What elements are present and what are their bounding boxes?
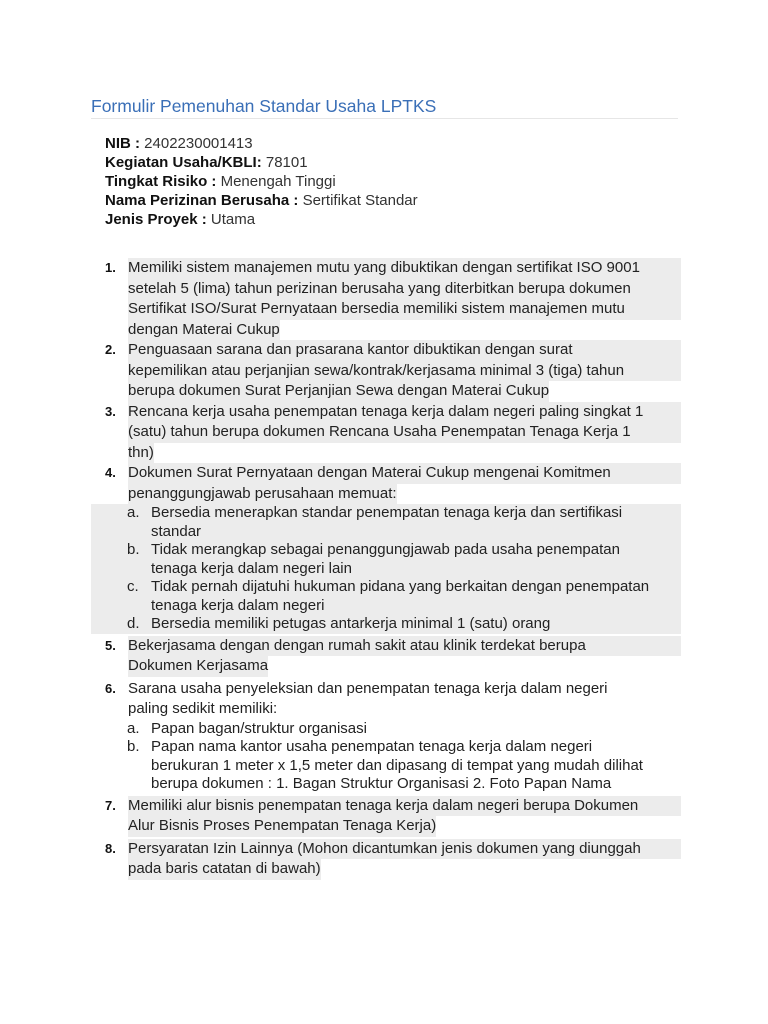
sub-item [91,738,681,794]
item-line: Memiliki sistem manajemen mutu yang dibuktikan dengan sertifikat ISO 9001 [128,258,681,279]
item-line: Sertifikat ISO/Surat Pernyataan bersedia memiliki sistem manajemen mutu [128,299,681,320]
item-line: Dokumen Kerjasama [128,656,268,677]
sub-item-line: berukuran 1 meter x 1,5 meter dan dipasang di tempat yang mudah dilihat [151,756,643,774]
item-line: Memiliki alur bisnis penempatan tenaga kerja dalam negeri berupa Dokumen [128,796,681,817]
sub-item-line: tenaga kerja dalam negeri lain [151,559,352,577]
risk-label: Tingkat Risiko : [105,173,217,190]
item-line: Rencana kerja usaha penempatan tenaga kerja dalam negeri paling singkat 1 [128,402,681,423]
list-item [91,636,681,677]
permit-label: Nama Perizinan Berusaha : [105,192,299,209]
item-line: Alur Bisnis Proses Penempatan Tenaga Kerja) [128,816,436,837]
sub-item-line: Papan nama kantor usaha penempatan tenaga kerja dalam negeri [151,738,593,755]
kbli-row [105,153,665,172]
sub-item-line: standar [151,522,202,540]
sub-item [91,578,681,615]
item-number: 7. [105,797,116,813]
project-label: Jenis Proyek : [105,211,207,228]
sub-item-line: tenaga kerja dalam negeri [151,596,325,614]
item-line: Sarana usaha penyeleksian dan penempatan tenaga kerja dalam negeri [128,679,608,697]
risk-row [105,172,665,191]
sub-item [91,541,681,578]
list-item [91,463,681,504]
item-number: 4. [105,465,116,480]
item-line: (satu) tahun berupa dokumen Rencana Usaha Penempatan Tenaga Kerja 1 [128,422,681,443]
title-divider [91,118,678,119]
item-line: thn) [128,443,154,464]
item-number: 3. [105,403,116,419]
item-line: paling sedikit memiliki: [128,700,278,717]
requirements-list [91,258,681,880]
business-info [105,134,665,229]
risk-value: Menengah Tinggi [220,173,336,190]
item-line: pada baris catatan di bawah) [128,859,321,880]
list-item [91,839,681,880]
item-line: Persyaratan Izin Lainnya (Mohon dicantumkan jenis dokumen yang diunggah [128,839,681,860]
item-number: 6. [105,680,116,696]
sub-item-line: Papan bagan/struktur organisasi [151,719,367,737]
list-item [91,796,681,837]
item-line: penanggungjawab perusahaan memuat: [128,484,397,505]
list-item [91,402,681,464]
item-line: Bekerjasama dengan dengan rumah sakit atau klinik terdekat berupa [128,636,681,657]
sub-item-letter: d. [127,615,140,632]
sub-item-letter: c. [127,578,139,595]
nib-label: NIB : [105,135,140,152]
project-row [105,210,665,229]
list-item [91,340,681,402]
nib-value: 2402230001413 [144,135,253,152]
sub-item [91,720,681,739]
item-line: Dokumen Surat Pernyataan dengan Materai Cukup mengenai Komitmen [128,463,681,484]
sub-item [91,615,681,634]
item-number: 5. [105,637,116,653]
list-item [91,679,681,720]
item-line: setelah 5 (lima) tahun perizinan berusaha yang diterbitkan berupa dokumen [128,279,681,300]
permit-value: Sertifikat Standar [302,192,418,209]
sub-item-letter: a. [127,504,140,521]
item-line: dengan Materai Cukup [128,320,280,341]
sub-item [91,504,681,541]
item-line: Penguasaan sarana dan prasarana kantor dibuktikan dengan surat [128,340,681,361]
item-number: 8. [105,840,116,856]
kbli-value: 78101 [265,154,308,171]
sub-item-letter: a. [127,719,140,737]
sub-item-line: berupa dokumen : 1. Bagan Struktur Organisasi 2. Foto Papan Nama [151,775,612,792]
nib-row [105,134,665,153]
sub-item-line: Bersedia menerapkan standar penempatan tenaga kerja dan sertifikasi [151,504,623,521]
item-line: berupa dokumen Surat Perjanjian Sewa dengan Materai Cukup [128,381,549,402]
sub-item-letter: b. [127,541,140,558]
page-title: Formulir Pemenuhan Standar Usaha LPTKS [91,96,437,116]
sub-item-line: Tidak merangkap sebagai penanggungjawab pada usaha penempatan [151,541,620,558]
item-line: kepemilikan atau perjanjian sewa/kontrak/kerjasama minimal 3 (tiga) tahun [128,361,681,382]
sub-item-line: Tidak pernah dijatuhi hukuman pidana yang berkaitan dengan penempatan [151,578,650,595]
sub-item-letter: b. [127,738,140,755]
permit-row [105,191,665,210]
list-item [91,258,681,340]
sub-item-line: Bersedia memiliki petugas antarkerja minimal 1 (satu) orang [151,615,551,632]
item-number: 2. [105,342,116,357]
project-value: Utama [210,211,256,228]
item-number: 1. [105,260,116,275]
kbli-label: Kegiatan Usaha/KBLI: [105,154,262,171]
